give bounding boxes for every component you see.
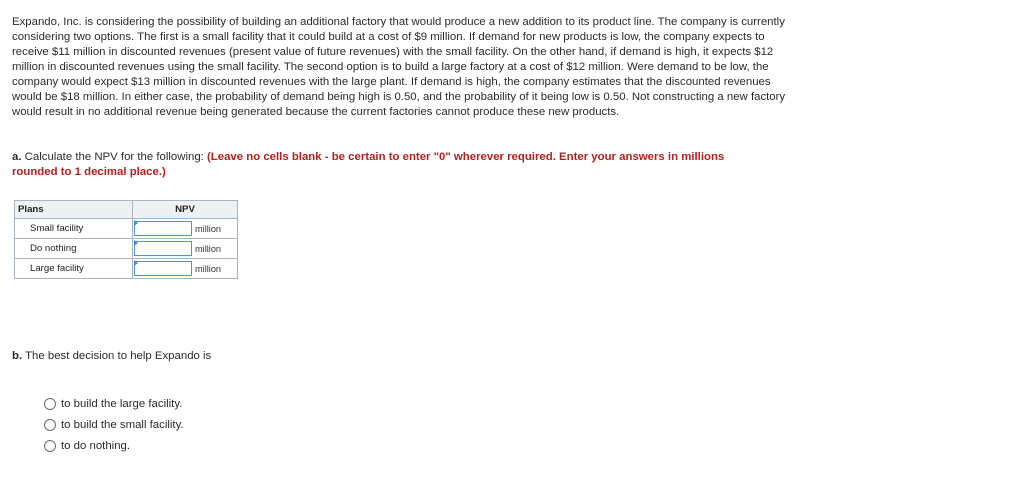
npv-input-do-nothing[interactable] — [134, 241, 192, 256]
npv-input-cell — [133, 219, 194, 239]
option-label: to build the large facility. — [61, 397, 183, 410]
unit-label: million — [193, 259, 238, 279]
npv-input-small-facility[interactable] — [134, 221, 192, 236]
part-a-prompt: Calculate the NPV for the following: — [21, 151, 208, 163]
answer-flag-icon — [134, 240, 138, 246]
npv-table — [14, 200, 238, 279]
plan-name-small-facility: Small facility — [15, 219, 133, 239]
answer-flag-icon — [134, 220, 138, 226]
part-a-label: a. — [12, 151, 22, 163]
npv-input-large-facility[interactable] — [134, 261, 192, 276]
npv-column-header: NPV — [133, 201, 238, 219]
problem-statement: Expando, Inc. is considering the possibility of building an additional factory that would produce a new addition to its product line. The company is currently considering two options. The first is a small facility that it could build at a cost of $9 million. If demand for new products is low, the company expects to receive $11 million in discounted revenues (present value of future revenues) with the small facility. On the other hand, if demand is high, it expects $12 million in discounted revenues using the small facility. The second option is to build a large factory at a cost of $12 million. Were demand to be low, the company would expect $13 million in discounted revenues with the large plant. If demand is high, the company estimates that the discounted revenues would be $18 million. In either case, the probability of demand being high is 0.50, and the probability of it being low is 0.50. Not constructing a new factory would result in no additional revenue being generated because the current factories cannot produce these new products. — [12, 16, 786, 118]
radio-button-icon[interactable] — [44, 419, 56, 431]
decision-options — [44, 393, 184, 456]
radio-button-icon[interactable] — [44, 440, 56, 452]
table-row — [15, 259, 238, 279]
answer-flag-icon — [134, 260, 138, 266]
part-b-prompt: The best decision to help Expando is — [22, 350, 212, 362]
npv-table-header-row — [15, 201, 238, 219]
option-label: to build the small facility. — [61, 418, 184, 431]
plan-name-large-facility: Large facility — [15, 259, 133, 279]
option-do-nothing[interactable] — [44, 435, 184, 456]
plan-name-do-nothing: Do nothing — [15, 239, 133, 259]
plans-column-header: Plans — [15, 201, 133, 219]
part-b-question — [12, 350, 211, 362]
option-large-facility[interactable] — [44, 393, 184, 414]
part-b-label: b. — [12, 350, 23, 362]
unit-label: million — [193, 219, 238, 239]
table-row — [15, 239, 238, 259]
part-a-question — [12, 150, 772, 180]
part-a-instruction: (Leave no cells blank - be certain to enter "0" wherever required. Enter your answers in millions rounded to 1 decimal place.) — [12, 151, 725, 178]
npv-input-cell — [133, 239, 194, 259]
npv-input-cell — [133, 259, 194, 279]
option-small-facility[interactable] — [44, 414, 184, 435]
radio-button-icon[interactable] — [44, 398, 56, 410]
unit-label: million — [193, 239, 238, 259]
option-label: to do nothing. — [61, 439, 131, 452]
table-row — [15, 219, 238, 239]
